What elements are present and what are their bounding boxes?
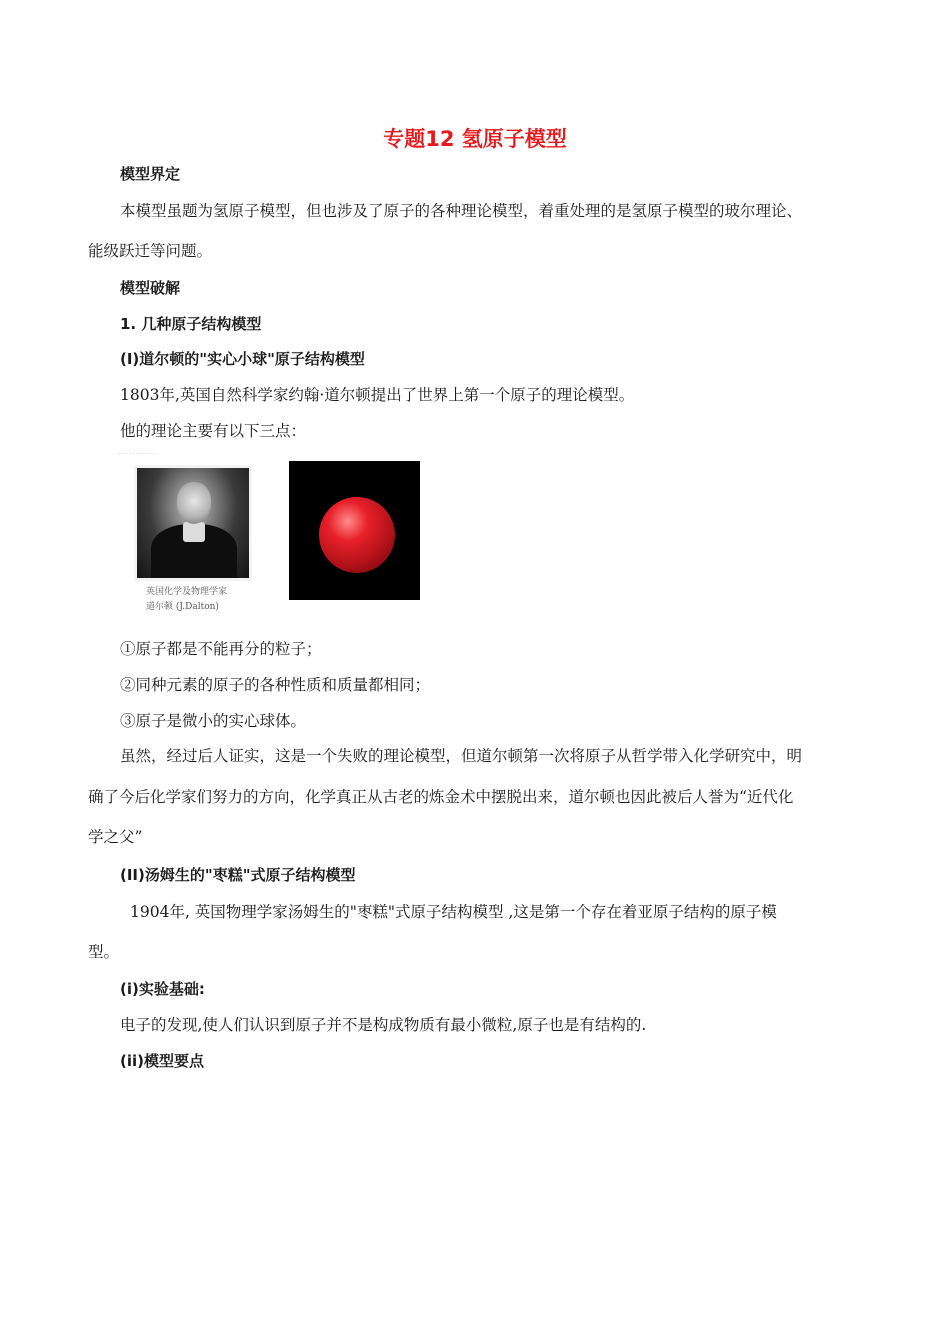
dalton-portrait-image <box>137 468 249 578</box>
solid-sphere-image <box>289 461 420 600</box>
paragraph-thomson-line1: 1904年, 英国物理学家汤姆生的"枣糕"式原子结构模型 ,这是第一个存在着亚原子结构的原子模 <box>130 903 777 921</box>
paragraph-three-points: 他的理论主要有以下三点： <box>120 422 307 440</box>
list-item-3: ③原子是微小的实心球体。 <box>120 712 307 730</box>
subheading-model-points: (ii)模型要点 <box>120 1052 204 1070</box>
section-heading-solution: 模型破解 <box>120 279 181 297</box>
red-sphere-icon <box>319 497 395 573</box>
paragraph-evaluation-line1: 虽然，经过后人证实，这是一个失败的理论模型，但道尔顿第一次将原子从哲学带入化学研究中，明 <box>120 747 803 765</box>
decorative-dots: ············· <box>118 451 156 458</box>
paragraph-electron-discovery: 电子的发现,使人们认识到原子并不是构成物质有最小微粒,原子也是有结构的. <box>120 1016 647 1034</box>
list-item-2: ②同种元素的原子的各种性质和质量都相同； <box>120 676 431 694</box>
list-item-1: ①原子都是不能再分的粒子； <box>120 640 322 658</box>
page-title: 专题12 氢原子模型 <box>383 127 567 151</box>
subheading-experiment-basis: (i)实验基础: <box>120 980 205 998</box>
paragraph-intro-line2: 能级跃迁等问题。 <box>88 242 213 260</box>
paragraph-intro-line1: 本模型虽题为氢原子模型，但也涉及了原子的各种理论模型，着重处理的是氢原子模型的玻尔理论、 <box>120 202 803 220</box>
paragraph-thomson-line2: 型。 <box>88 943 120 961</box>
portrait-caption-line2: 道尔顿 (J.Dalton) <box>146 602 219 612</box>
paragraph-dalton-1803: 1803年,英国自然科学家约翰·道尔顿提出了世界上第一个原子的理论模型。 <box>120 386 635 404</box>
portrait-face <box>177 482 211 524</box>
subsection-heading-dalton: (I)道尔顿的"实心小球"原子结构模型 <box>120 350 365 368</box>
subsection-heading-thomson: (II)汤姆生的"枣糕"式原子结构模型 <box>120 866 356 884</box>
paragraph-evaluation-line2: 确了今后化学家们努力的方向，化学真正从古老的炼金术中摆脱出来，道尔顿也因此被后人誉为“近代化 <box>88 788 794 806</box>
section-heading-definition: 模型界定 <box>120 165 181 183</box>
paragraph-evaluation-line3: 学之父” <box>88 828 143 846</box>
portrait-caption-line1: 英国化学及物理学家 <box>146 587 228 597</box>
portrait-collar <box>183 522 205 542</box>
subsection-heading-1: 1. 几种原子结构模型 <box>120 315 262 333</box>
